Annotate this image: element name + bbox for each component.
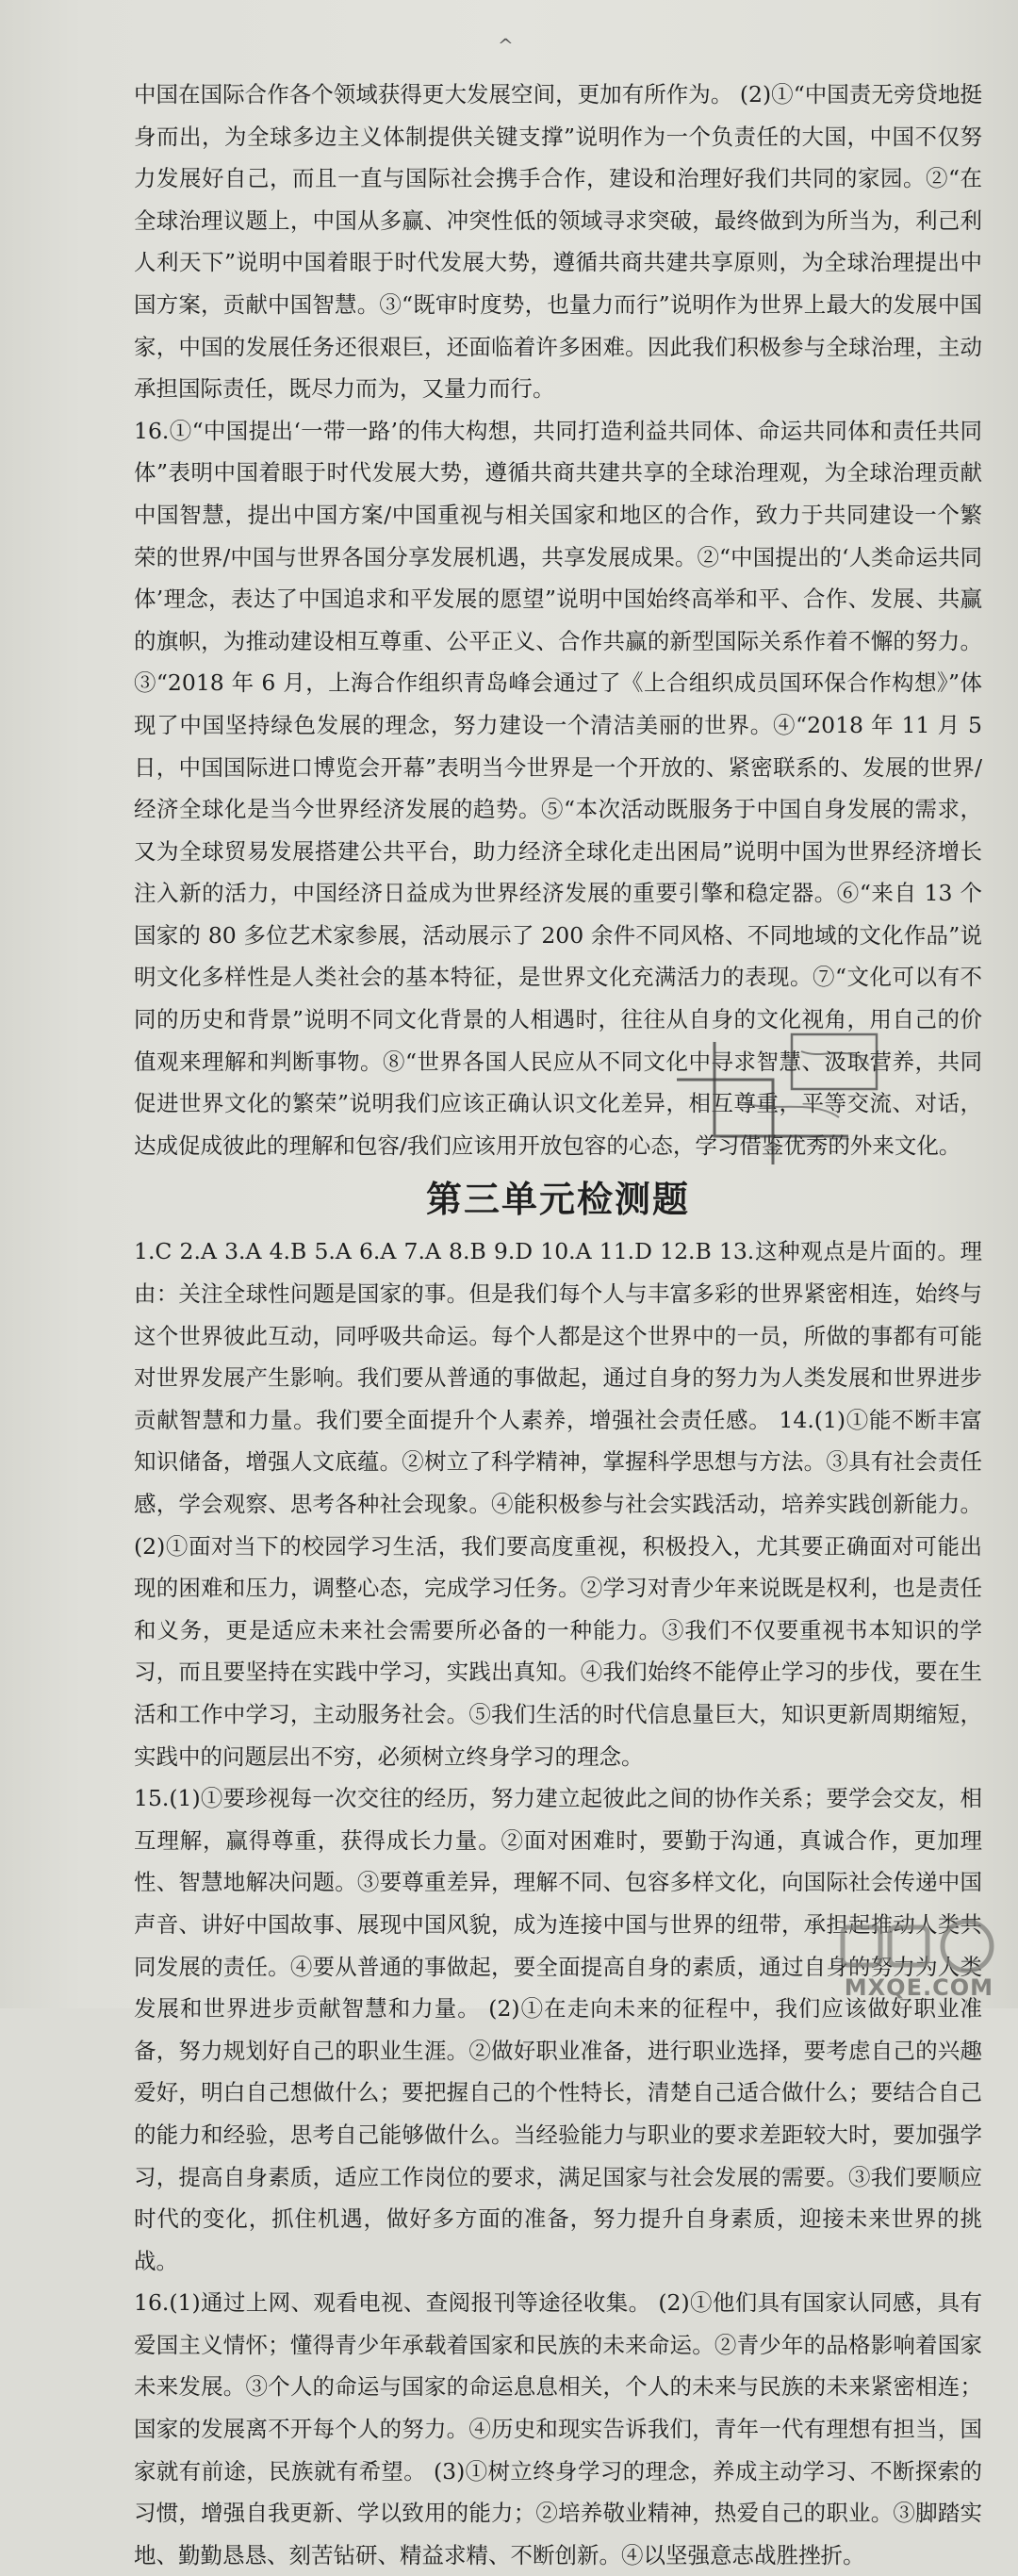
answer-paragraph-continued: 中国在国际合作各个领域获得更大发展空间，更加有所作为。 (2)①“中国责无旁贷地挺身而出，为全球多边主义体制提供关键支撑”说明作为一个负责任的大国，中国不仅努力发展好自己，而且一直与国际社会携手合作，建设和治理好我们共同的家园。②“在全球治理议题上，中国从多赢、冲突性低的领域寻求突破，最终做到为所当为，利己利人利天下”说明中国着眼于时代发展大势，遵循共商共建共享原则，为全球治理提出中国方案，贡献中国智慧。③“既审时度势，也量力而行”说明作为世界上最大的发展中国家，中国的发展任务还很艰巨，还面临着许多困难。因此我们积极参与全球治理，主动承担国际责任，既尽力而为，又量力而行。 xyxy=(134,81,982,403)
answer-paragraph-16: 16.①“中国提出‘一带一路’的伟大构想，共同打造利益共同体、命运共同体和责任共同体”表明中国着眼于时代发展大势，遵循共商共建共享的全球治理观，为全球治理贡献中国智慧，提出中国方案/中国重视与相关国家和地区的合作，致力于共同建设一个繁荣的世界/中国与世界各国分享发展机遇，共享发展成果。②“中国提出的‘人类命运共同体’理念，表达了中国追求和平发展的愿望”说明中国始终高举和平、合作、发展、共赢的旗帜，为推动建设相互尊重、公平正义、合作共赢的新型国际关系作着不懈的努力。③“2018 年 6 月，上海合作组织青岛峰会通过了《上合组织成员国环保合作构想》”体现了中国坚持绿色发展的理念，努力建设一个清洁美丽的世界。④“2018 年 11 月 5 日，中国国际进口博览会开幕”表明当今世界是一个开放的、紧密联系的、发展的世界/经济全球化是当今世界经济发展的趋势。⑤“本次活动既服务于中国自身发展的需求，又为全球贸易发展搭建公共平台，助力经济全球化走出困局”说明中国为世界经济增长注入新的活力，中国经济日益成为世界经济发展的重要引擎和稳定器。⑥“来自 13 个国家的 80 多位艺术家参展，活动展示了 200 余件不同风格、不同地域的文化作品”说明文化多样性是人类社会的基本特征，是世界文化充满活力的表现。⑦“文化可以有不同的历史和背景”说明不同文化背景的人相遇时，往往从自身的文化视角，用自己的价值观来理解和判断事物。⑧“世界各国人民应从不同文化中寻求智慧、汲取营养，共同促进世界文化的繁荣”说明我们应该正确认识文化差异，相互尊重，平等交流、对话，达成促成彼此的理解和包容/我们应该用开放包容的心态，学习借鉴优秀的外来文化。 xyxy=(134,417,982,1159)
section-title: 第三单元检测题 xyxy=(425,1179,690,1221)
page-top-mark: ^ xyxy=(498,34,514,57)
watermark-url: MXQE.COM xyxy=(844,1974,993,2001)
document-body xyxy=(134,74,982,2576)
answer-paragraph-unit3-1-14: 1.C 2.A 3.A 4.B 5.A 6.A 7.A 8.B 9.D 10.A 11.D 12.B 13.这种观点是片面的。理由：关注全球性问题是国家的事。但是我们每个人与丰富多彩的世界紧密相连，始终与这个世界彼此互动，同呼吸共命运。每个人都是这个世界中的一员，所做的事都有可能对世界发展产生影响。我们要从普通的事做起，通过自身的努力为人类发展和世界进步贡献智慧和力量。我们要全面提升个人素养，增强社会责任感。 14.(1)①能不断丰富知识储备，增强人文底蕴。②树立了科学精神，掌握科学思想与方法。③具有社会责任感，学会观察、思考各种社会现象。④能积极参与社会实践活动，培养实践创新能力。 (2)①面对当下的校园学习生活，我们要高度重视，积极投入，尤其要正确面对可能出现的困难和压力，调整心态，完成学习任务。②学习对青少年来说既是权利，也是责任和义务，更是适应未来社会需要所必备的一种能力。③我们不仅要重视书本知识的学习，而且要坚持在实践中学习，实践出真知。④我们始终不能停止学习的步伐，要在生活和工作中学习，主动服务社会。⑤我们生活的时代信息量巨大，知识更新周期缩短，实践中的问题层出不穷，必须树立终身学习的理念。 xyxy=(134,1238,982,1770)
answer-paragraph-unit3-16: 16.(1)通过上网、观看电视、查阅报刊等途径收集。 (2)①他们具有国家认同感，具有爱国主义情怀；懂得青少年承载着国家和民族的未来命运。②青少年的品格影响着国家未来发展。③个人的命运与国家的命运息息相关，个人的未来与民族的未来紧密相连；国家的发展离不开每个人的努力。④历史和现实告诉我们，青年一代有理想有担当，国家就有前途，民族就有希望。 (3)①树立终身学习的理念，养成主动学习、不断探索的习惯，增强自我更新、学以致用的能力；②培养敬业精神，热爱自己的职业。③脚踏实地、勤勤恳恳、刻苦钻研、精益求精、不断创新。④以坚强意志战胜挫折。 xyxy=(134,2289,982,2568)
answer-paragraph-unit3-15: 15.(1)①要珍视每一次交往的经历，努力建立起彼此之间的协作关系；要学会交友，相互理解，赢得尊重，获得成长力量。②面对困难时，要勤于沟通，真诚合作，更加理性、智慧地解决问题。③要尊重差异，理解不同、包容多样文化，向国际社会传递中国声音、讲好中国故事、展现中国风貌，成为连接中国与世界的纽带，承担起推动人类共同发展的责任。④要从普通的事做起，要全面提高自身的素质，通过自身的努力为人类发展和世界进步贡献智慧和力量。 (2)①在走向未来的征程中，我们应该做好职业准备，努力规划好自己的职业生涯。②做好职业准备，进行职业选择，要考虑自己的兴趣爱好，明白自己想做什么；要把握自己的个性特长，清楚自己适合做什么；要结合自己的能力和经验，思考自己能够做什么。当经验能力与职业的要求差距较大时，要加强学习，提高自身素质，适应工作岗位的要求，满足国家与社会发展的需要。③我们要顺应时代的变化，抓住机遇，做好多方面的准备，努力提升自身素质，迎接未来世界的挑战。 xyxy=(134,1785,982,2274)
